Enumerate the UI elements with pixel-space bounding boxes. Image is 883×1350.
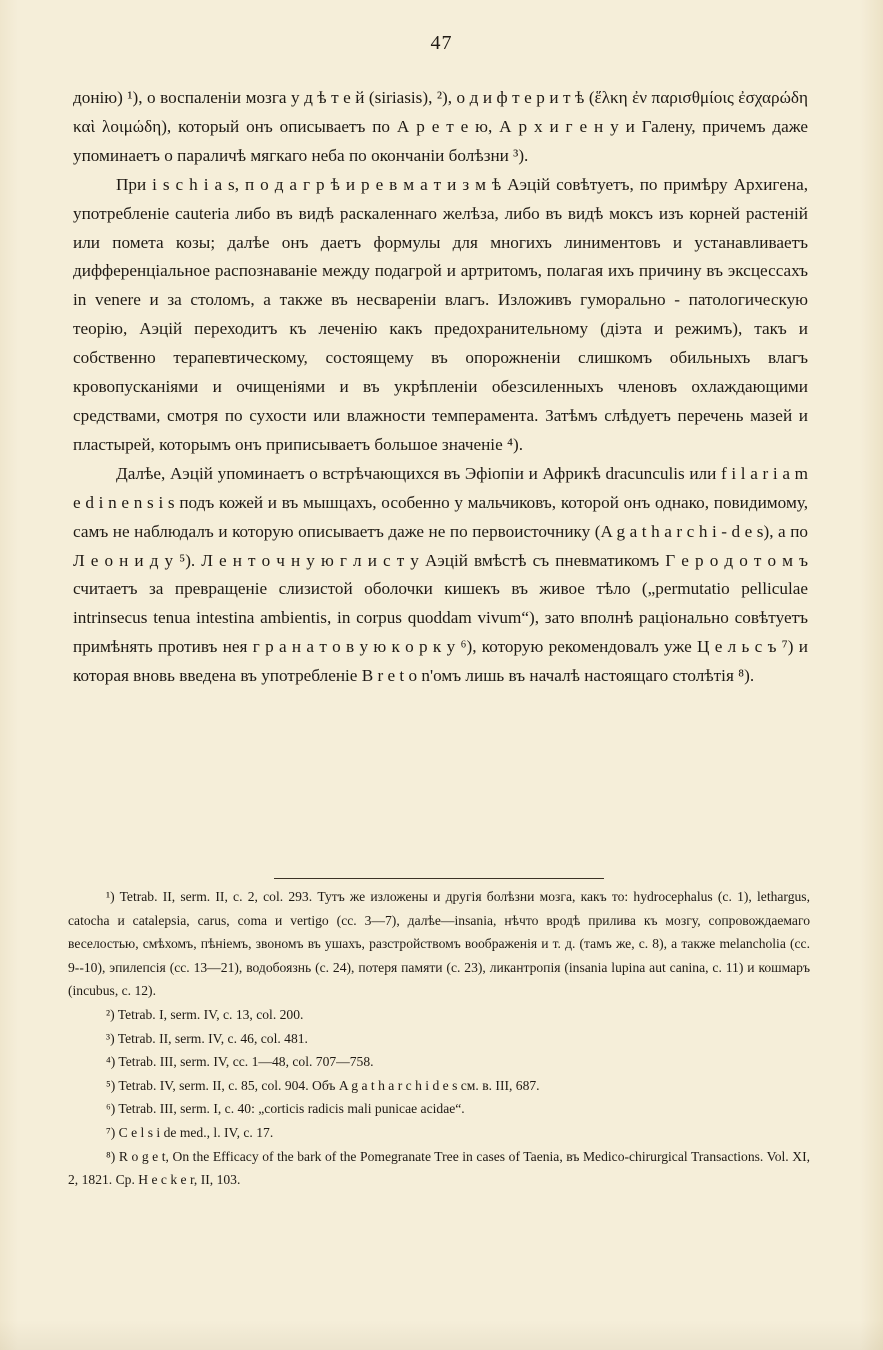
footnote-2: ²) Tetrab. I, serm. IV, c. 13, col. 200. xyxy=(106,1006,304,1022)
footnote-4: ⁴) Tetrab. III, serm. IV, cc. 1—48, col. 707—758. xyxy=(106,1054,374,1070)
paragraph-continuation: донію) ¹), о воспаленіи мозга у д ѣ т е й (siriasis), ²), о д и ф т е р и т ѣ (ἕλκη ἐν παρισθμίοις ἐσχαρώδη καὶ λοιμώδη), который онъ описываетъ по А р е т е ю, А р х и г е н у и Галену, причемъ даже упоминаетъ о параличѣ мягкаго неба по окончаніи болѣзни ³). xyxy=(73,88,808,165)
footnote-1: ¹) Tetrab. II, serm. II, c. 2, col. 293. Тутъ же изложены и другія болѣзни мозга, какъ то: hydrocephalus (c. 1), lethargus, catocha и catalepsia, carus, coma и vertigo (cc. 3—7), далѣе—insania, нѣчто вродѣ прилива къ мозгу, сопровождаемаго веселостью, смѣхомъ, пѣніемъ, звономъ въ ушахъ, разстройствомъ воображенія и т. д. (тамъ же, c. 8), а также melancholia (cc. 9--10), эпилепсія (cc. 13—21), водобоязнь (c. 24), потеря памяти (c. 23), ликантропія (insania lupina aut canina, c. 11) и кошмаръ (incubus, c. 12). xyxy=(68,889,810,999)
paragraph-filaria: Далѣе, Аэцій упоминаетъ о встрѣчающихся въ Эфіопіи и Африкѣ dracunculis или f i l a r i a m e d i n e n s i s подъ кожей и въ мышцахъ, особенно у мальчиковъ, которой онъ однако, повидимому, самъ не наблюдалъ и которую описываетъ даже не по первоисточнику (A g a t h a r c h i - d e s), а по Л е о н и д у ⁵). Л е н т о ч н у ю г л и с т у Аэцій вмѣстѣ съ пневматикомъ Г е р о д о т о м ъ считаетъ за превращеніе слизистой оболочки кишекъ въ живое тѣло („permutatio pelliculae intrinsecus tenua intestina ambientis, in corpus quoddam vivum“), зато вполнѣ раціонально совѣтуетъ примѣнять противъ нея г р а н а т о в у ю к о р к у ⁶), которую рекомендовалъ уже Ц е л ь с ъ ⁷) и которая вновь введена въ употребленіе B r e t o n'омъ лишь въ началѣ настоящаго столѣтія ⁸). xyxy=(73,463,808,686)
footnote-3: ³) Tetrab. II, serm. IV, c. 46, col. 481. xyxy=(106,1030,308,1046)
footnote-5: ⁵) Tetrab. IV, serm. II, c. 85, col. 904. Объ A g a t h a r c h i d e s см. в. III, 687. xyxy=(106,1077,540,1093)
main-text xyxy=(73,84,808,691)
footnote-6: ⁶) Tetrab. III, serm. I, c. 40: „corticis radicis mali punicae acidae“. xyxy=(106,1101,465,1117)
footnote-divider xyxy=(274,878,604,879)
footnote-8: ⁸) R o g e t, On the Efficacy of the bark of the Pomegranate Tree in cases of Taenia, въ Medico-chirurgical Transactions. Vol. XI, 2, 1821. Ср. H e c k e r, II, 103. xyxy=(68,1148,810,1188)
paragraph-ischias: При i s c h i a s, п о д а г р ѣ и р е в м а т и з м ѣ Аэцій совѣтуетъ, по примѣру Архигена, употребленіе cauteria либо въ видѣ раскаленнаго желѣза, либо въ видѣ моксъ изъ корней растеній или помета козы; далѣе онъ даетъ формулы для многихъ линиментовъ и устанавливаетъ дифференціальное распознаваніе между подагрой и артритомъ, полагая ихъ причину въ эксцессахъ in venere и за столомъ, а также въ несвареніи влагъ. Изложивъ гуморально - патологическую теорію, Аэцій переходитъ къ леченію какъ предохранительному (діэта и режимъ), такъ и собственно терапевтическому, состоящему въ опорожненіи слишкомъ обильныхъ влагъ кровопусканіями и очищеніями и въ укрѣпленіи обезсиленныхъ членовъ охлаждающими средствами, смотря по сухости или влажности темперамента. Затѣмъ слѣдуетъ перечень мазей и пластырей, которымъ онъ приписываетъ большое значеніе ⁴). xyxy=(73,174,808,454)
footnote-7: ⁷) C e l s i de med., l. IV, c. 17. xyxy=(106,1124,274,1140)
footnotes-section xyxy=(68,878,810,1192)
page-edge-shadow xyxy=(0,1320,883,1350)
page-number: 47 xyxy=(430,32,453,54)
